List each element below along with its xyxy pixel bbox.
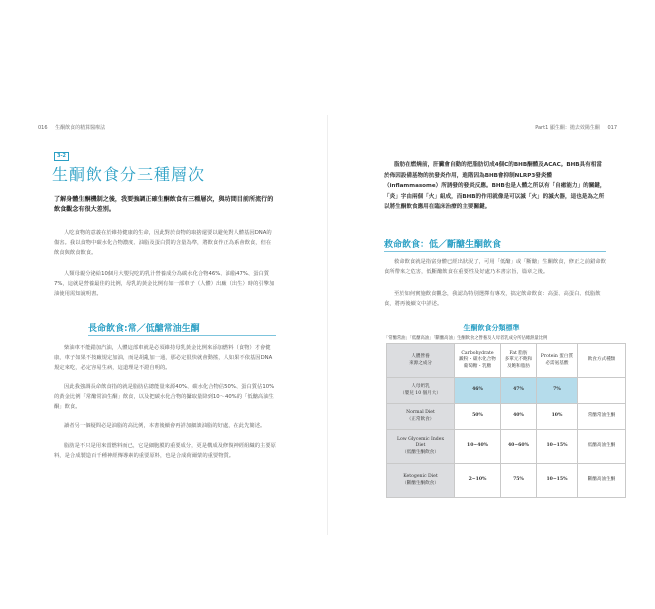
table-cell-fat: 75% xyxy=(501,464,537,498)
table-header-cell: 飲食方式種類 xyxy=(578,344,626,378)
subheading-rescue-diet: 救命飲食：低／斷醣生酮飲食 xyxy=(384,240,502,250)
section-badge: 3-2 xyxy=(54,152,69,161)
body-paragraph: 讀者另一個疑問必是油脂的高比例，本書後續會再詳加細談油脂的好處，在此先簡述。 xyxy=(64,423,266,429)
table-cell-carb: 50% xyxy=(455,404,501,430)
body-paragraph: 救命飲食就是指富身體已經出狀況了，可用「低醣」或「斷醣」生酮飲食，修正之前錯命飲食所帶來之危害，低斷醣飲食在重要性及好處乃本書宗旨，篇章之後。 xyxy=(384,259,606,275)
table-cell-type: 斷醣高油生酮 xyxy=(578,464,626,498)
body-paragraph: 因此我強調長命飲食指的就是脂肪佔總能量來源40%、碳水化合物佔50%、蛋白質佔10%的黃金比例「常醣常油生酮」飲食，以及把碳水化合物的攝取量降到10～40%的「低醣高油生酮」飲食。 xyxy=(54,384,275,410)
table-cell-carb: 46% xyxy=(455,378,501,404)
subheading-long-life-diet: 長命飲食:常／低醣常油生酮 xyxy=(88,324,200,334)
table-row-label: Low Glycemic Index Diet （低醣生酮飲食） xyxy=(387,430,455,464)
bhb-callout: 脂肪在燃燒前，肝臟會自動的把脂肪切成4個C的BHB酮體及ACAC。BHB具有相當於佈因設備基物的抗發炎作用，進階因為BHB會抑制NLRP3發炎體（inflammasome）所誘發的發炎反應。BHB也是人體之所以有「自癒能力」的關鍵，「炎」字由兩個「火」組成，而BHB的作用就像是可以滅「火」的滅火器，這也是為之所以將生酮飲食應用在臨床治療的主要關鍵。 xyxy=(384,162,606,210)
body-paragraph: 人類母親分泌給10個月大嬰兒吃的乳汁營養成分為碳水化合物46%、油脂47%、蛋白質7%，這就是營養最佳的比例，母乳的黃金比例有如一部車子（人體）出廠（出生）時的引擎加油使用需知說明書。 xyxy=(54,271,275,297)
page-number-left: 016 xyxy=(38,125,48,131)
table-cell-protein: 7% xyxy=(536,378,577,404)
table-header-cell: Protein 蛋白質 必需氨基酸 xyxy=(536,344,577,378)
table-caption: 「常醣常油」「低醣高油」「斷醣高油」生酮飲食之營養及人母者乳成分所佔總熱量比例 xyxy=(384,336,548,341)
running-head-left xyxy=(38,124,105,131)
running-head-right xyxy=(535,124,617,131)
table-cell-carb: 2~10% xyxy=(455,464,501,498)
table-row-label: 人母奶乳 （嬰兒 10 個月大） xyxy=(387,378,455,404)
body-paragraph: 至於如何實施飲食觀念，我認為特別選擇有專攻，搞定飲命飲食：高蛋、高蛋白、低脂飲食，將再後續文中詳述。 xyxy=(384,291,601,307)
table-cell-type: 低醣高油生酮 xyxy=(578,430,626,464)
left-page xyxy=(0,0,327,609)
subheading-underline xyxy=(88,335,276,336)
table-row xyxy=(387,378,626,404)
table-cell-fat: 40% xyxy=(501,404,537,430)
table-cell-type: 常醣常油生酮 xyxy=(578,404,626,430)
table-row xyxy=(387,464,626,498)
diet-classification-table xyxy=(386,343,626,498)
table-cell-protein: 10~15% xyxy=(536,464,577,498)
body-paragraph: 脂肪是不只是用來當燃料而已，它是細胞膜的重要成分，更是構成及修復神經組織的主要原料，是合成製造百千種神經傳導素的重要原料，也是合成荷爾蒙的重要物質。 xyxy=(54,443,276,459)
table-row-label: Ketogenic Diet （斷醣生酮飲食） xyxy=(387,464,455,498)
table-header-cell: 人體營養 來源之成分 xyxy=(387,344,455,378)
body-paragraph: 人吃食物的意義在於維持健康的生命，因此對於食物的取捨還要以避免對人體基因DNA的傷害。我以食物中碳水化合物濃度、油脂及蛋白質的含量為準，將飲食作正為系會飲食，但在飲食與飲食飲食。 xyxy=(54,230,272,256)
table-row xyxy=(387,430,626,464)
table-row xyxy=(387,404,626,430)
section-title: 生酮飲食分三種層次 xyxy=(52,165,206,184)
table-row-label: Normal Diet （正常飲食） xyxy=(387,404,455,430)
table-cell-protein: 10% xyxy=(536,404,577,430)
running-head-title-left: 生酮飲食的精算醫療法 xyxy=(55,125,106,131)
body-paragraph: 柴油車不能錯加汽油，人體這部車就是必須維持母乳黃金比例來添加燃料（食物）才會健康，車子如果不按廠規定加油，而是胡亂加一通，那必定很快就會動搖，人如果不依基因DNA規定來吃，必定容易生病，這道理是不證自明的。 xyxy=(54,345,273,371)
table-cell-type xyxy=(578,378,626,404)
table-cell-fat: 47% xyxy=(501,378,537,404)
table-title: 生酮飲食分類標準 xyxy=(463,324,520,332)
table-header-cell: Carbohydrate 澱粉・碳水化合物 葡萄糖・乳糖 xyxy=(455,344,501,378)
table-cell-carb: 10~40% xyxy=(455,430,501,464)
running-head-title-right: Part1 顯生酮：拋去效陽生酮 xyxy=(535,125,600,131)
table-cell-fat: 40~60% xyxy=(501,430,537,464)
right-page xyxy=(328,0,655,609)
table-cell-protein: 10~15% xyxy=(536,430,577,464)
page-number-right: 017 xyxy=(607,125,617,131)
subheading-underline xyxy=(384,251,606,252)
table-header-cell: Fat 脂肪 多單元不飽和 及飽和脂肪 xyxy=(501,344,537,378)
lead-paragraph: 了解身體生酮機制之後，我要強調正確生酮飲食有三種層次，與坊間目前所流行的飲食觀念有很大差別。 xyxy=(54,196,274,213)
